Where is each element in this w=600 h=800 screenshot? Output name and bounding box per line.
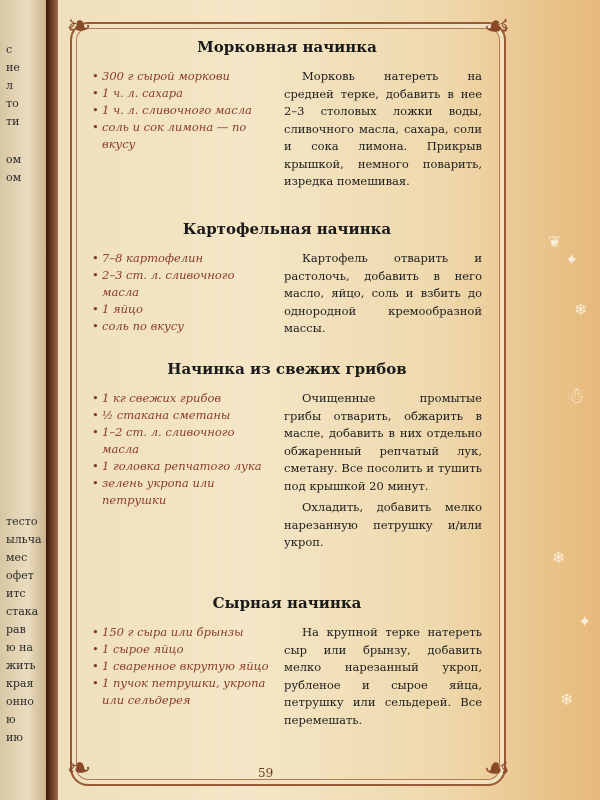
left-page-fragment: онно: [6, 695, 34, 708]
ingredient-item: • 7–8 картофелин: [92, 250, 272, 267]
ingredient-item: • 150 г сыра или брынзы: [92, 624, 272, 641]
ingredient-item: • 1 яйцо: [92, 301, 272, 318]
recipe-description: На крупной терке натереть сыр или брынзу, добавить мелко нарезанный укроп, рубленое и сырое яйца, петрушку или сельдерей. Все перемешать.: [284, 625, 482, 727]
recipe-description: [284, 390, 482, 552]
recipe-title: Сырная начинка: [212, 594, 362, 612]
ingredient-item: • 1 кг свежих грибов: [92, 390, 272, 407]
ingredient-item: • 1 головка репчатого лука: [92, 458, 272, 475]
recipe-paragraph: Очищенные промытые грибы отварить, обжарить в масле, добавить в них отдельно обжаренный репчатый лук, сметану. Все посолить и тушить под крышкой 20 минут.: [284, 391, 482, 493]
ingredient-list: [92, 68, 272, 153]
left-page-fragment: л: [6, 79, 13, 92]
left-page-fragment: офет: [6, 569, 34, 582]
gingerbread-man-icon: ☃: [566, 384, 586, 409]
ingredient-item: • 1 сваренное вкрутую яйцо: [92, 658, 272, 675]
snowflake-icon: ❄: [560, 690, 574, 709]
snowflake-icon: ❄: [574, 300, 588, 319]
ingredient-list: [92, 624, 272, 709]
star-icon: ✦: [578, 612, 592, 631]
left-page-fragment: то: [6, 97, 19, 110]
left-page-fragment: ю на: [6, 641, 33, 654]
flourish-corner-icon: ☙: [483, 9, 511, 44]
ingredient-item: • соль и сок лимона — по вкусу: [92, 119, 272, 153]
left-page-fragment: рав: [6, 623, 26, 636]
ingredient-item: • ½ стакана сметаны: [92, 407, 272, 424]
ingredient-list: [92, 250, 272, 335]
ingredient-list: [92, 390, 272, 509]
ingredient-item: • зелень укропа или петрушки: [92, 475, 272, 509]
recipe-mushroom-filling: [92, 356, 482, 582]
recipe-potato-filling: [92, 216, 482, 342]
recipe-title: Морковная начинка: [197, 38, 377, 56]
left-page-fragment: ом: [6, 153, 22, 166]
recipe-description: Морковь натереть на средней терке, добавить в нее 2–3 столовых ложки воды, сливочного масла, сахара, соли и сока лимона. Прикрыв крышкой, немного поварить, изредка помешивая.: [284, 69, 482, 188]
recipe-paragraph: Охладить, добавить мелко нарезанную петрушку и/или укроп.: [284, 500, 482, 549]
left-page-fragment: мес: [6, 551, 28, 564]
left-page-fragment: итс: [6, 587, 26, 600]
ingredient-item: • 1 сырое яйцо: [92, 641, 272, 658]
ingredient-item: • 1–2 ст. л. сливочного масла: [92, 424, 272, 458]
recipe-cheese-filling: [92, 590, 482, 746]
page-number: 59: [258, 766, 274, 780]
left-page-fragment: ом: [6, 171, 22, 184]
recipe-description: Картофель отварить и растолочь, добавить в него масло, яйцо, соль и взбить до однородной кремообразной массы.: [284, 251, 482, 335]
candy-cane-icon: ❦: [548, 232, 562, 251]
ingredient-item: • 1 пучок петрушки, укропа или сельдерея: [92, 675, 272, 709]
left-page-fragment: не: [6, 61, 20, 74]
ingredient-item: • 300 г сырой моркови: [92, 68, 272, 85]
left-page-fragment: ию: [6, 731, 23, 744]
left-page-fragment: ю: [6, 713, 16, 726]
flourish-corner-icon: ❧: [66, 9, 92, 44]
recipe-title: Начинка из свежих грибов: [167, 360, 407, 378]
left-page-fragment: с: [6, 43, 13, 56]
flourish-corner-icon: ☙: [483, 751, 511, 786]
recipe-carrot-filling: [92, 34, 482, 200]
left-page-fragment: края: [6, 677, 34, 690]
ingredient-item: • соль по вкусу: [92, 318, 272, 335]
ingredient-item: • 1 ч. л. сливочного масла: [92, 102, 272, 119]
ingredient-item: • 1 ч. л. сахара: [92, 85, 272, 102]
left-page-fragment: стака: [6, 605, 39, 618]
snowflake-icon: ❄: [552, 548, 566, 567]
ingredient-item: • 2–3 ст. л. сливочного масла: [92, 267, 272, 301]
star-icon: ✦: [565, 250, 579, 269]
flourish-corner-icon: ❧: [66, 751, 92, 786]
left-page-fragment: ти: [6, 115, 20, 128]
left-page-fragment: жить: [6, 659, 36, 672]
left-page-fragment: тесто: [6, 515, 38, 528]
recipe-title: Картофельная начинка: [182, 220, 392, 238]
left-page: [0, 0, 46, 800]
left-page-fragment: ыльча: [6, 533, 42, 546]
